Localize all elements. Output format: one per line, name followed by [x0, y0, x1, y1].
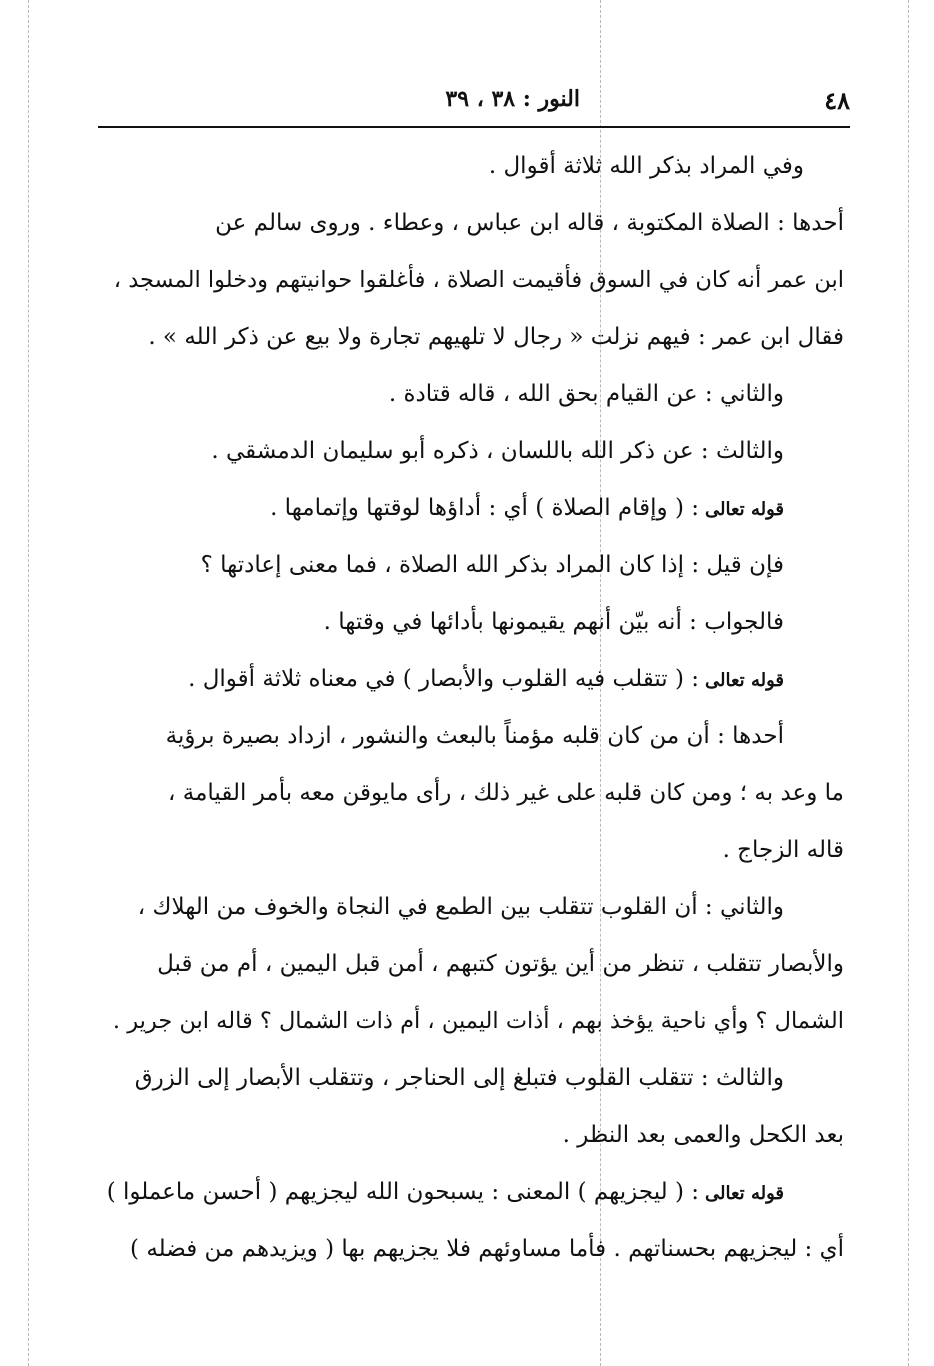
line-text: وفي المراد بذكر الله ثلاثة أقوال . [488, 153, 804, 179]
line-text: والثاني : أن القلوب تتقلب بين الطمع في النجاة والخوف من الهلاك ، [137, 894, 784, 920]
scan-guide-left [28, 0, 29, 1366]
text-line [100, 195, 844, 252]
line-text: أي : ليجزيهم بحسناتهم . فأما مساوئهم فلا يجزيهم بها ( ويزيدهم من فضله ) [130, 1236, 844, 1262]
line-text: : ( ليجزيهم ) المعنى : يسبحون الله ليجزيهم ( أحسن ماعملوا ) [106, 1179, 700, 1205]
line-text: ابن عمر أنه كان في السوق فأقيمت الصلاة ، فأغلقوا حوانيتهم ودخلوا المسجد ، [113, 267, 844, 293]
line-text: ما وعد به ؛ ومن كان قلبه على غير ذلك ، رأى مايوقن معه بأمر القيامة ، [168, 780, 844, 806]
line-text: بعد الكحل والعمى بعد النظر . [562, 1122, 844, 1148]
text-line [100, 594, 844, 651]
line-text: قاله الزجاج . [722, 837, 844, 863]
line-text: فقال ابن عمر : فيهم نزلت « رجال لا تلهيهم تجارة ولا بيع عن ذكر الله » . [148, 324, 844, 350]
text-line [100, 879, 844, 936]
line-text: الشمال ؟ وأي ناحية يؤخذ بهم ، أذات اليمين ، أم ذات الشمال ؟ قاله ابن جرير . [112, 1008, 844, 1034]
text-line [100, 537, 844, 594]
text-line [100, 309, 844, 366]
text-line [100, 1164, 844, 1221]
text-line [100, 993, 844, 1050]
scan-guide-right [908, 0, 909, 1366]
text-line [100, 1221, 844, 1278]
text-line [100, 936, 844, 993]
running-title: النور : ٣٨ ، ٣٩ [445, 86, 580, 112]
text-line [100, 1107, 844, 1164]
text-body [100, 138, 844, 1278]
verse-label: قوله تعالى [705, 1183, 784, 1204]
verse-label: قوله تعالى [705, 499, 784, 520]
line-text: فالجواب : أنه بيّن أنهم يقيمونها بأدائها في وقتها . [323, 609, 784, 635]
text-line [100, 822, 844, 879]
text-line [100, 708, 844, 765]
line-text: أحدها : أن من كان قلبه مؤمناً بالبعث والنشور ، ازداد بصيرة برؤية [165, 723, 784, 749]
line-text: والثالث : تتقلب القلوب فتبلغ إلى الحناجر ، وتتقلب الأبصار إلى الزرق [134, 1065, 784, 1091]
text-line [100, 366, 844, 423]
text-line [100, 765, 844, 822]
text-line [100, 138, 844, 195]
line-text: والأبصار تتقلب ، تنظر من أين يؤتون كتبهم ، أمن قبل اليمين ، أم من قبل [157, 951, 844, 977]
line-text: فإن قيل : إذا كان المراد بذكر الله الصلاة ، فما معنى إعادتها ؟ [200, 552, 784, 578]
page-number: ٤٨ [824, 86, 850, 115]
text-line [100, 252, 844, 309]
page-header [98, 80, 850, 124]
line-text: : ( تتقلب فيه القلوب والأبصار ) في معناه ثلاثة أقوال . [188, 666, 700, 692]
text-line [100, 423, 844, 480]
header-rule [98, 126, 850, 128]
line-text: : ( وإقام الصلاة ) أي : أداؤها لوقتها وإتمامها . [270, 495, 700, 521]
text-line [100, 651, 844, 708]
verse-label: قوله تعالى [705, 670, 784, 691]
line-text: والثاني : عن القيام بحق الله ، قاله قتادة . [388, 381, 784, 407]
text-line [100, 1050, 844, 1107]
line-text: أحدها : الصلاة المكتوبة ، قاله ابن عباس ، وعطاء . وروى سالم عن [215, 210, 844, 236]
text-line [100, 480, 844, 537]
line-text: والثالث : عن ذكر الله باللسان ، ذكره أبو سليمان الدمشقي . [211, 438, 784, 464]
